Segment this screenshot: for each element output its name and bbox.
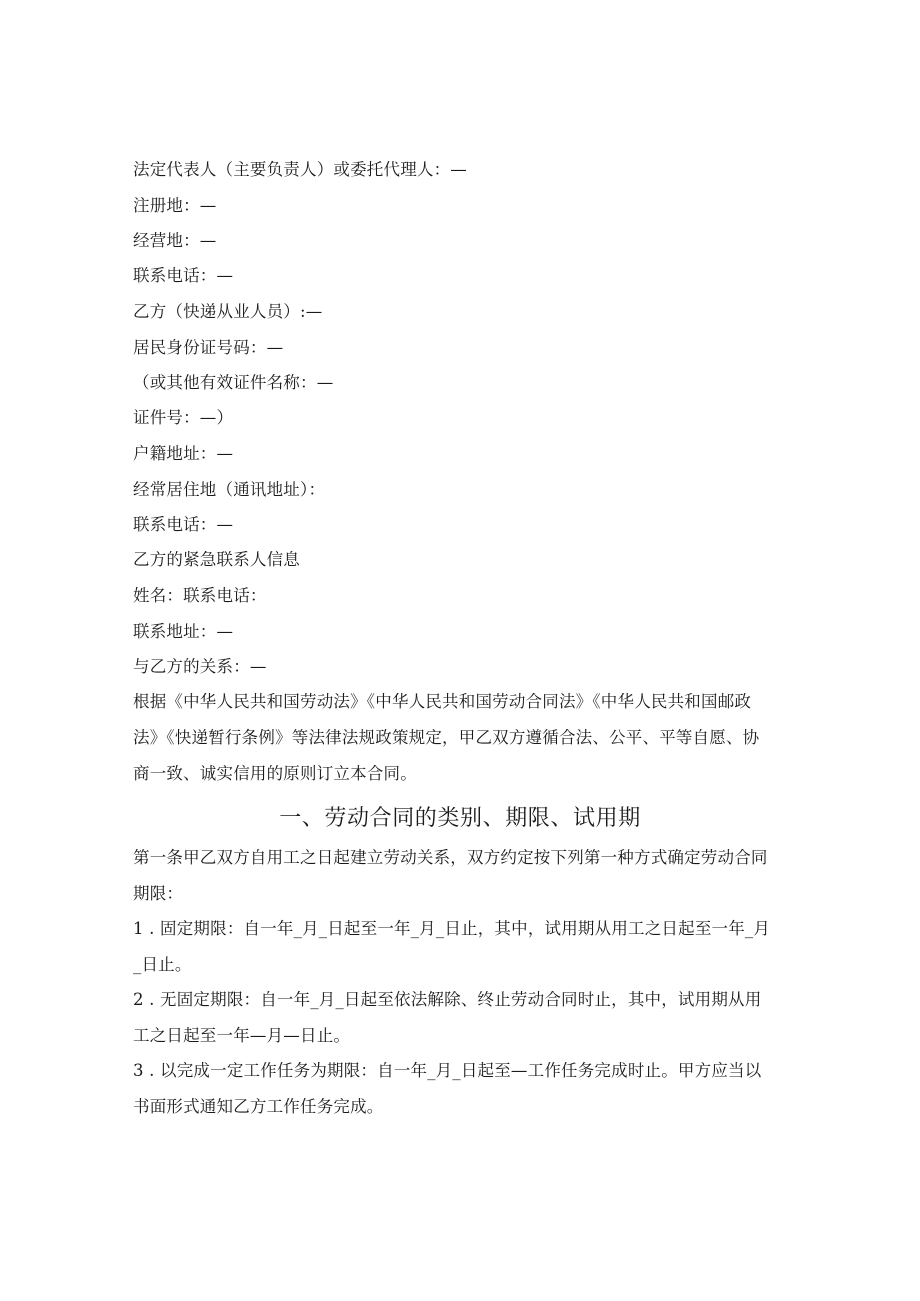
emergency-contact-heading: 乙方的紧急联系人信息 <box>133 550 300 569</box>
field-business-address: 经营地：— <box>133 231 217 250</box>
field-emergency-address: 联系地址：— <box>133 622 234 641</box>
item-task-based-line: 书面形式通知乙方工作任务完成。 <box>133 1097 384 1116</box>
section-title: 一、劳动合同的类别、期限、试用期 <box>279 806 641 831</box>
item-open-term-line: 2 . 无固定期限：自一年_月_日起至依法解除、终止劳动合同时止，其中，试用期从用 <box>133 990 762 1009</box>
field-household-address: 户籍地址：— <box>133 444 234 463</box>
field-legal-representative: 法定代表人（主要负责人）或委托代理人：— <box>133 160 467 179</box>
item-fixed-term-line: 1 . 固定期限：自一年_月_日起至一年_月_日止，其中，试用期从用工之日起至一年_月 <box>133 919 771 938</box>
field-employee-phone: 联系电话：— <box>133 515 234 534</box>
preamble-line: 法》《快递暂行条例》等法律法规政策规定，甲乙双方遵循合法、公平、平等自愿、协 <box>133 728 760 747</box>
article-1-line: 期限： <box>133 884 184 903</box>
item-open-term-line: 工之日起至一年—月—日止。 <box>133 1026 351 1045</box>
field-registered-address: 注册地：— <box>133 196 217 215</box>
article-1-line: 第一条甲乙双方自用工之日起建立劳动关系，双方约定按下列第一种方式确定劳动合同 <box>133 848 768 867</box>
field-other-id-type: （或其他有效证件名称：— <box>133 373 334 392</box>
field-emergency-name-phone: 姓名：联系电话： <box>133 586 267 605</box>
field-id-document-number: 证件号：—） <box>133 408 234 427</box>
field-residence-address: 经常居住地（通讯地址）： <box>133 480 326 499</box>
preamble-line: 根据《中华人民共和国劳动法》《中华人民共和国劳动合同法》《中华人民共和国邮政 <box>133 692 752 711</box>
field-party-b: 乙方（快递从业人员）:— <box>133 302 323 321</box>
item-task-based-line: 3 . 以完成一定工作任务为期限：自一年_月_日起至—工作任务完成时止。甲方应当以 <box>133 1061 762 1080</box>
field-id-number: 居民身份证号码：— <box>133 338 284 357</box>
preamble-line: 商一致、诚实信用的原则订立本合同。 <box>133 764 417 783</box>
field-emergency-relationship: 与乙方的关系：— <box>133 657 267 676</box>
field-employer-phone: 联系电话：— <box>133 266 234 285</box>
item-fixed-term-line: _日止。 <box>133 955 192 974</box>
